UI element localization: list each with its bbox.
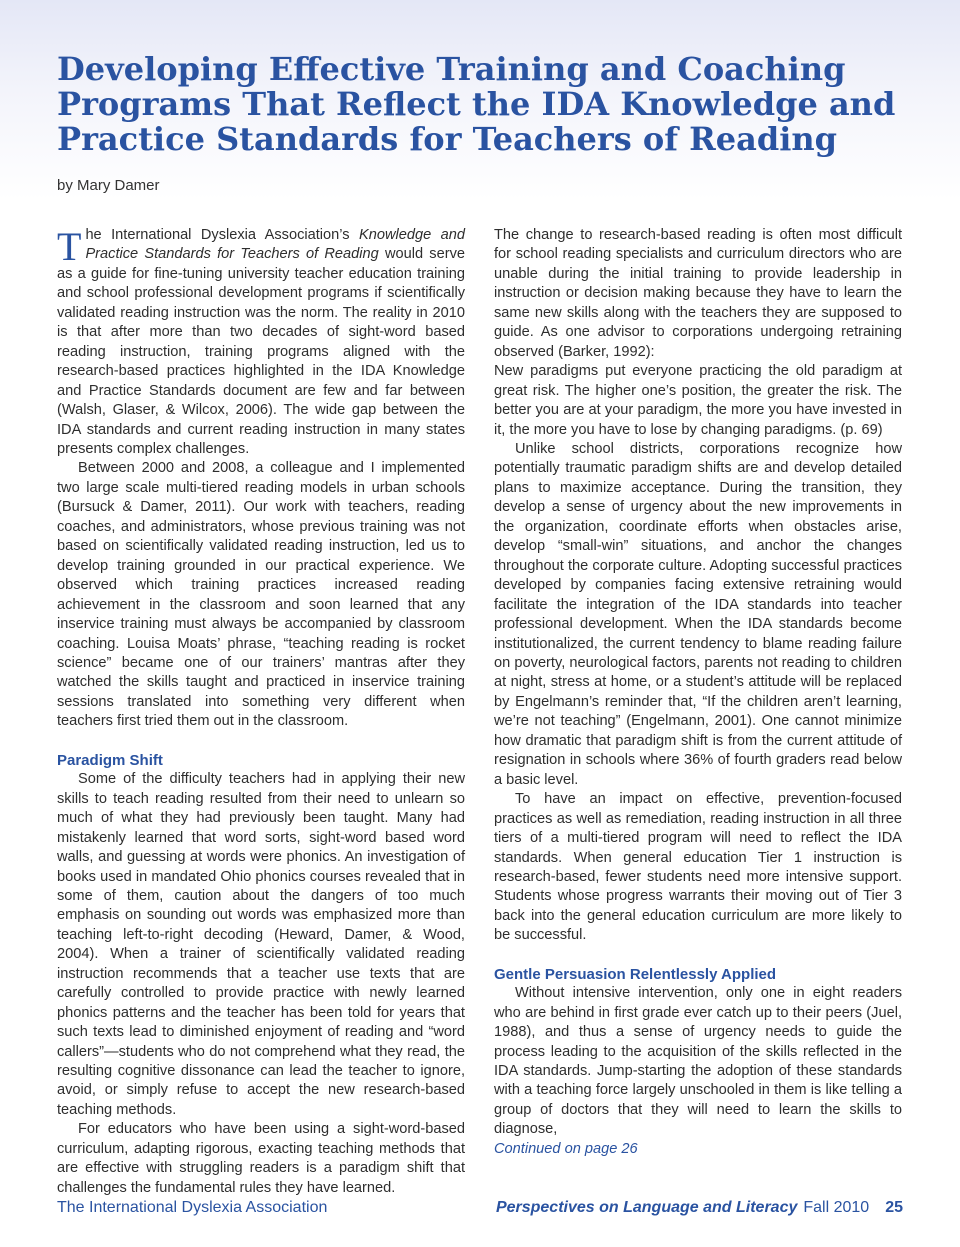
continued-link[interactable]: Continued on page 26 <box>494 1140 638 1157</box>
body-paragraph: Unlike school districts, corporations recognize how potentially traumatic paradigm shifts are and develop detailed plans to maximize acceptance. During the transition, they develop a sense of urgency about the new improvements in the organization, coordinate efforts when obstacles arise, develop “small-win” situations, and anchor the changes throughout the corporate culture. Adopting successful practices developed by companies facing extensive retraining would facilitate the integration of the IDA standards into teacher professional development. When the IDA standards become institutionalized, the current tendency to blame reading failure on poverty, neurological factors, parents not reading to children at night, stress at home, or a student’s attitude will be replaced by Engelmann’s reminder that, “If the children aren’t learning, we’re not teaching” (Engelmann, 2001). One cannot minimize how dramatic that paradigm shift is from the current attitude of resignation in schools where 36% of fourth graders read below a basic level. <box>494 440 902 788</box>
title-line-1: Developing Effective Training and Coaching <box>57 50 846 88</box>
intro-text-start: he International Dyslexia Association’s <box>85 227 359 243</box>
block-quote: New paradigms put everyone practicing the old paradigm at great risk. The higher one’s position, the greater the risk. The better you are at your paradigm, the more you have invested in it, the more you have to lose by changing paradigms. (p. 69) <box>494 363 902 438</box>
intro-paragraph <box>57 226 465 459</box>
footer-issue: Fall 2010 <box>803 1199 870 1216</box>
title-line-3: Practice Standards for Teachers of Reading <box>57 120 838 158</box>
footer-journal-title: Perspectives on Language and Literacy <box>495 1199 798 1216</box>
byline: by Mary Damer <box>57 177 160 194</box>
page-number: 25 <box>885 1199 903 1216</box>
page-footer <box>57 1199 903 1221</box>
body-paragraph: For educators who have been using a sight-word-based curriculum, adapting rigorous, exacting teaching methods that are effective with struggling readers is a paradigm shift that challenges the fundamental rules they have learned. <box>57 1121 465 1196</box>
title-line-2: Programs That Reflect the IDA Knowledge and <box>57 85 896 123</box>
standards-title-italic: Knowledge and Practice Standards for Teachers of Reading <box>85 227 465 263</box>
left-column <box>57 226 465 1198</box>
section-heading-paradigm-shift: Paradigm Shift <box>57 751 163 769</box>
right-column <box>494 226 902 1159</box>
footer-publication <box>496 1199 903 1217</box>
footer-organization: The International Dyslexia Association <box>57 1199 328 1216</box>
body-paragraph: Without intensive intervention, only one in eight readers who are behind in first grade ever catch up to their peers (Juel, 1988), and thus a sense of urgency needs to guide the process leading to the acquisition of the skills reflected in the IDA standards. Jump-starting the adoption of these standards with a teaching force largely unschooled in them is like telling a group of doctors that they will need to learn the skills to diagnose, <box>494 985 902 1138</box>
body-paragraph: Some of the difficulty teachers had in applying their new skills to teach reading resulted from their need to unlearn so much of what they had previously been taught. Many had mistakenly learned that word sorts, sight-word based word walls, and guessing at words were phonics. An investigation of books used in mandated Ohio phonics courses revealed that in some of them, caution about the dangers of too much emphasis on sounding out words was emphasized more than teaching left-to-right decoding (Heward, Damer, & Wood, 2004). When a trainer of scientifically validated reading instruction recommends that a teacher use texts that are carefully controlled to provide practice with newly learned phonics patterns and the teacher has been told for years that such texts lead to diminished enjoyment of reading and “word callers”—students who do not comprehend what they read, the resulting cognitive dissonance can lead the teacher to ignore, avoid, or simply refuse to accept the new research-based teaching methods. <box>57 771 465 1118</box>
body-paragraph: The change to research-based reading is often most difficult for school reading specialists and curriculum directors who are unable during the initial training to provide leadership in instruction or decision making because they have to learn the same new skills along with the teachers they are supposed to guide. As one advisor to corporations undergoing retraining observed (Barker, 1992): <box>494 227 902 360</box>
body-paragraph: Between 2000 and 2008, a colleague and I implemented two large scale multi-tiered reading models in urban schools (Bursuck & Damer, 2011). Our work with teachers, reading coaches, and administrators, whose previous training was not based on scientifically validated reading instruction, led us to develop training grounded in our practical experience. We observed which training practices increased reading achievement in the classroom and soon learned that any inservice training must always be accompanied by classroom coaching. Louisa Moats’ phrase, “teaching reading is rocket science” became one of our trainers’ mantras after they watched the skills taught and practiced in inservice training sessions translated into something very different when teachers first tried them out in the classroom. <box>57 460 465 730</box>
drop-cap: T <box>57 224 82 269</box>
body-paragraph: To have an impact on effective, prevention-focused practices as well as remediation, reading instruction in all three tiers of a multi-tiered program will need to reflect the IDA standards. When general education Tier 1 instruction is research-based, fewer students need more intensive support. Students whose progress warrants their moving out of Tier 3 back into the general education curriculum are more likely to be successful. <box>494 791 902 944</box>
intro-text-rest: would serve as a guide for fine-tuning university teacher education training and school professional development programs if scientifically validated reading instruction was the norm. The reality in 2010 is that after more than two decades of sight-word based reading instruction, training programs aligned with the research-based practices highlighted in the IDA Knowledge and Practice Standards document are few and far between (Walsh, Glaser, & Wilcox, 2006). The wide gap between the IDA standards and current reading instruction in many states presents complex challenges. <box>57 246 465 457</box>
article-title <box>57 52 917 157</box>
section-heading-gentle-persuasion: Gentle Persuasion Relentlessly Applied <box>494 965 777 983</box>
